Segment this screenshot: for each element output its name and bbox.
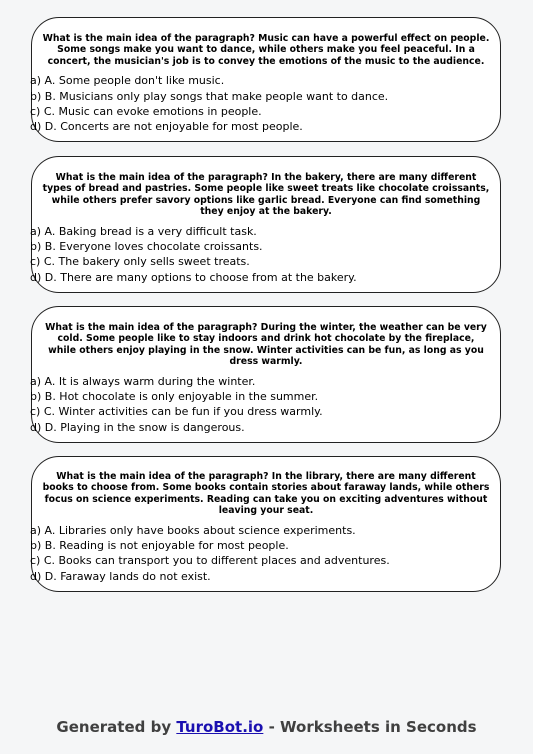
footer-suffix: - Worksheets in Seconds: [263, 718, 477, 736]
answer-option-b: b) B. Reading is not enjoyable for most people.: [30, 538, 289, 552]
answer-option-a: a) A. It is always warm during the winter.: [30, 374, 256, 388]
question-card-4: [31, 456, 501, 592]
answer-options: [32, 224, 500, 285]
question-prompt: What is the main idea of the paragraph? Music can have a powerful effect on people. Some songs make you want to dance, while others make you feel peaceful. In a concert, the musician's job is to convey the emotions of the music to the audience.: [42, 33, 490, 67]
footer: [0, 718, 533, 736]
answer-option-b: b) B. Musicians only play songs that make people want to dance.: [30, 89, 389, 103]
question-card-3: [31, 306, 501, 443]
question-prompt: What is the main idea of the paragraph? During the winter, the weather can be very cold. Some people like to stay indoors and drink hot chocolate by the fireplace, while others enjoy playing in the snow. Winter activities can be fun, as long as you dress warmly.: [45, 322, 487, 368]
answer-option-d: d) D. Concerts are not enjoyable for most people.: [30, 120, 303, 134]
answer-option-d: d) D. Playing in the snow is dangerous.: [30, 420, 245, 434]
turobot-link[interactable]: TuroBot.io: [176, 718, 264, 736]
answer-option-b: b) B. Everyone loves chocolate croissants.: [30, 239, 263, 253]
answer-option-a: a) A. Libraries only have books about science experiments.: [30, 523, 356, 537]
answer-options: [32, 73, 500, 134]
footer-prefix: Generated by: [56, 718, 177, 736]
answer-option-c: c) C. The bakery only sells sweet treats.: [30, 255, 250, 269]
answer-option-c: c) C. Books can transport you to different places and adventures.: [30, 554, 390, 568]
answer-option-c: c) C. Music can evoke emotions in people.: [30, 104, 262, 118]
answer-options: [32, 523, 500, 584]
answer-option-d: d) D. Faraway lands do not exist.: [30, 569, 211, 583]
answer-option-d: d) D. There are many options to choose from at the bakery.: [30, 270, 357, 284]
answer-option-a: a) A. Baking bread is a very difficult task.: [30, 224, 257, 238]
answer-options: [32, 374, 500, 435]
question-card-2: [31, 156, 501, 293]
question-prompt: What is the main idea of the paragraph? In the bakery, there are many different types of bread and pastries. Some people like sweet treats like chocolate croissants, while others prefer savory options like garlic bread. Everyone can find something they enjoy at the bakery.: [42, 172, 490, 218]
answer-option-c: c) C. Winter activities can be fun if you dress warmly.: [30, 405, 323, 419]
question-prompt: What is the main idea of the paragraph? In the library, there are many different books to choose from. Some books contain stories about faraway lands, while others focus on science experiments. Reading can take you on exciting adventures without leaving your seat.: [42, 471, 490, 517]
answer-option-a: a) A. Some people don't like music.: [30, 74, 225, 88]
question-card-1: [31, 17, 501, 142]
answer-option-b: b) B. Hot chocolate is only enjoyable in the summer.: [30, 389, 319, 403]
